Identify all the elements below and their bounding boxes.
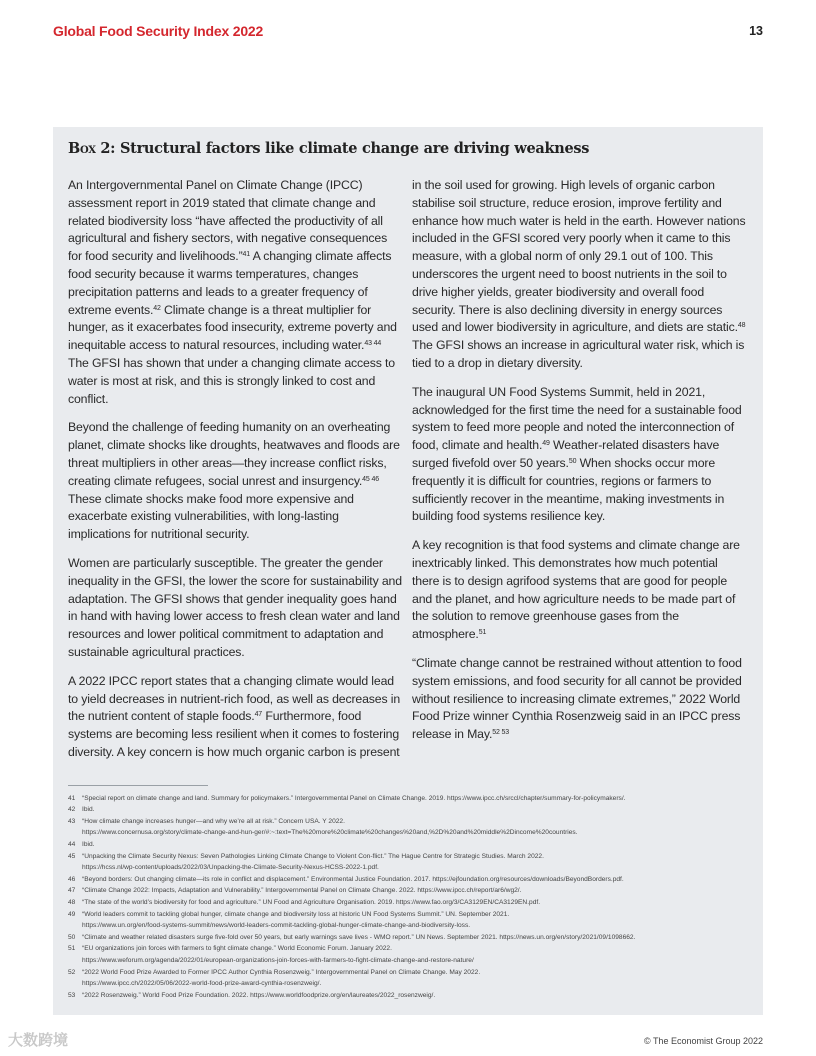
footnote-ref: 41: [242, 251, 251, 259]
footnote: [68, 943, 748, 966]
footnote-number: 43: [68, 817, 76, 825]
footnote-text: “Unpacking the Climate Security Nexus: Seven Pathologies Linking Climate Change to Violent Con-flict.” The Hague Centre for Strategic Studies. March 2022. https://hcss.nl/wp-content/uploads/2022/03/Unpacking-the-Climate-Security-Nexus-HCSS-2022-1.pdf.: [82, 852, 544, 872]
page-header: [0, 0, 816, 127]
footnote-ref: 42: [153, 304, 161, 312]
footnote-text: Ibid.: [82, 841, 95, 849]
footnote: [68, 897, 748, 909]
footnote-text: “World leaders commit to tackling global hunger, climate change and biodiversity loss at historic UN Food Systems Summit.” UN. September 2021. https://www.un.org/en/food-systems-summit/news/world-leaders-commit-tackling-global-hunger-climate-change-and-biodiversity-loss.: [82, 910, 510, 930]
footnote-ref: 50: [568, 457, 577, 465]
footnote: [68, 932, 748, 944]
footnote: [68, 851, 748, 874]
footnote-number: 47: [68, 887, 76, 895]
paragraph-text: The GFSI has shown that under a changing climate access to water is most at risk, and this is strongly linked to cost and conflict.: [68, 355, 395, 406]
paragraph: [68, 419, 404, 544]
paragraph-text: When shocks occur more frequently it is difficult for countries, regions or farmers to sufficiently recover in the meantime, making investments in building food systems resilience key.: [412, 455, 725, 524]
paragraph-text: Climate change is a threat multiplier for hunger, as it exacerbates food insecurity, extreme poverty and inequitable access to natural resources, including water.: [68, 302, 397, 353]
footnote-number: 51: [68, 945, 76, 953]
copyright: © The Economist Group 2022: [643, 1036, 763, 1047]
footnote-text: “2022 Rosenzweig.” World Food Prize Foundation. 2022. https://www.worldfoodprize.org/en/laureates/2022_rosenzweig/.: [82, 991, 436, 999]
footnote-number: 42: [68, 806, 76, 814]
footnote: [68, 793, 748, 805]
footnote-ref: 47: [254, 711, 263, 719]
footnote-ref: 48: [737, 322, 746, 330]
paragraph-text: A 2022 IPCC report states that a changing climate would lead to yield decreases in nutrient-rich food, as well as decreases in the nutrient content of staple foods.: [68, 673, 401, 724]
paragraph-text: The GFSI shows an increase in agricultural water risk, which is tied to a drop in dietary diversity.: [412, 338, 745, 370]
paragraph-text: A changing climate affects food security because it warms temperatures, changes precipitation patterns and leads to a greater frequency of extreme events.: [68, 249, 392, 317]
box-columns: [68, 177, 748, 773]
watermark: 大数跨境: [8, 1032, 69, 1049]
paragraph-text: An Intergovernmental Panel on Climate Change (IPCC) assessment report in 2019 stated that climate change and related biodiversity loss “have affected the productivity of all agricultural and fishery sectors, with negative consequences for food security and livelihoods.”: [68, 178, 388, 264]
footnote-divider: [68, 785, 208, 786]
left-column: [68, 177, 404, 773]
footnote-text: “2022 World Food Prize Awarded to Former IPCC Author Cynthia Rosenzweig.” Intergovernmental Panel on Climate Change. May 2022. https://www.ipcc.ch/2022/05/06/2022-world-food-prize-award-cynthia-rosenzweig/.: [82, 968, 481, 988]
footnote-text: “How climate change increases hunger—and why we’re all at risk.” Concern USA. Y 2022. https://www.concernusa.org/story/climate-change-and-hun-ger/#:~:text=The%20more%20climate%20changes%20and,%2D%20and%20middle%2Dincome%20countries.: [82, 817, 578, 837]
footnote: [68, 990, 748, 1002]
paragraph-text: The inaugural UN Food Systems Summit, held in 2021, acknowledged for the first time the need for a sustainable food system to feed more people and noted the interconnection of food, climate and health.: [412, 384, 742, 453]
footnote-text: “The state of the world’s biodiversity for food and agriculture.” UN Food and Agriculture Organisation. 2019. https://www.fao.org/3/CA3129EN/CA3129EN.pdf.: [82, 899, 541, 907]
box-2: [53, 127, 763, 1015]
footnote: [68, 909, 748, 932]
footnote-number: 53: [68, 991, 76, 999]
footnote-ref: 51: [478, 629, 487, 637]
footnote-number: 46: [68, 875, 76, 883]
footnote: [68, 804, 748, 816]
footnote-text: “EU organizations join forces with farmers to fight climate change.” World Economic Forum. January 2022. https://www.weforum.org/agenda/2022/01/european-organizations-join-forces-with-farmers-to-fight-climate-change-and-restore-nature/: [82, 945, 474, 965]
footnote-ref: 43 44: [364, 340, 382, 348]
footnote-ref: 45 46: [362, 475, 379, 483]
page-number: 13: [749, 24, 763, 38]
footnotes: [68, 793, 748, 1002]
paragraph: [68, 673, 404, 762]
paragraph-text: Weather-related disasters have surged fivefold over 50 years.: [412, 438, 720, 470]
footnote-text: “Special report on climate change and land. Summary for policymakers.” Intergovernmental Panel on Climate Change. 2019. https://www.ipcc.ch/srccl/chapter/summary-for-policymakers/.: [82, 794, 626, 802]
footnote-number: 52: [68, 968, 76, 976]
box-heading: Structural factors like climate change are driving weakness: [120, 140, 590, 157]
footnote-number: 50: [68, 933, 76, 941]
paragraph: [412, 177, 748, 373]
footnote: [68, 885, 748, 897]
footnote: [68, 967, 748, 990]
paragraph: [68, 177, 404, 408]
footnote: [68, 839, 748, 851]
footnote-number: 44: [68, 841, 76, 849]
paragraph-text: Women are particularly susceptible. The greater the gender inequality in the GFSI, the lower the score for sustainability and adaptation. The GFSI shows that gender inequality goes hand in hand with having lower access to fresh clean water and land resources and lower political commitment to adaptation and sustainable agricultural practices.: [68, 555, 402, 659]
paragraph-text: Furthermore, food systems are becoming less resilient when it comes to fostering diversity. A key concern is how much organic carbon is present: [68, 709, 400, 759]
box-label: Box 2:: [68, 140, 116, 157]
paragraph-text: Beyond the challenge of feeding humanity on an overheating planet, climate shocks like droughts, heatwaves and floods are threat multipliers in other areas—they increase conflict risks, creating climate refugees, social unrest and insurgency.: [68, 420, 400, 488]
paragraph: [412, 655, 748, 744]
right-column: [412, 177, 748, 755]
footnote-text: Ibid.: [82, 806, 95, 814]
footnote-number: 45: [68, 852, 76, 860]
footnote-number: 41: [68, 794, 76, 802]
paragraph: [68, 555, 404, 662]
footnote-text: “Climate and weather related disasters surge five-fold over 50 years, but early warnings save lives - WMO report.” UN News. September 2021. https://news.un.org/en/story/2021/09/1098662.: [82, 933, 636, 941]
footnote-ref: 52 53: [492, 729, 510, 737]
paragraph-text: “Climate change cannot be restrained without attention to food system emissions, and food security for all cannot be provided without resilience to increasing climate extremes,” 2022 World Food Prize winner Cynthia Rosenzweig said in an IPCC press release in May.: [412, 655, 742, 742]
paragraph-text: in the soil used for growing. High levels of organic carbon stabilise soil structure, reduce erosion, improve fertility and enhance how much water is held in the earth. However nations included in the GFSI scored very poorly when it came to this measure, with a global norm of only 29.1 out of 100. This underscores the urgent need to boost nutrients in the soil to drive higher yields, greater biodiversity and overall food security. There is also declining diversity in energy sources used and lower biodiversity in agriculture, and diets are static.: [412, 178, 746, 335]
box-title: [68, 139, 748, 159]
paragraph: [412, 384, 748, 526]
report-title: Global Food Security Index 2022: [53, 23, 264, 39]
paragraph: [412, 537, 748, 644]
paragraph-text: These climate shocks make food more expensive and exacerbate existing vulnerabilities, with long-lasting implications for nutritional security.: [68, 491, 354, 542]
footnote-text: “Beyond borders: Out changing climate—its role in conflict and displacement.” Environmental Justice Foundation. 2017. https://ejfoundation.org/resources/downloads/BeyondBorders.pdf.: [82, 875, 624, 883]
paragraph-text: A key recognition is that food systems and climate change are inextricably linked. This demonstrates how much potential there is to design agrifood systems that are good for people and the planet, and how agriculture needs to be made part of the solution to remove greenhouse gases from the atmosphere.: [412, 538, 740, 642]
footnote-ref: 49: [542, 440, 550, 448]
footnote-text: “Climate Change 2022: Impacts, Adaptation and Vulnerability.” Intergovernmental Panel on Climate Change. 2022. https://www.ipcc.ch/report/ar6/wg2/.: [82, 887, 522, 895]
footnote-number: 48: [68, 899, 76, 907]
footnote: [68, 874, 748, 886]
footnote: [68, 816, 748, 839]
footnote-number: 49: [68, 910, 76, 918]
